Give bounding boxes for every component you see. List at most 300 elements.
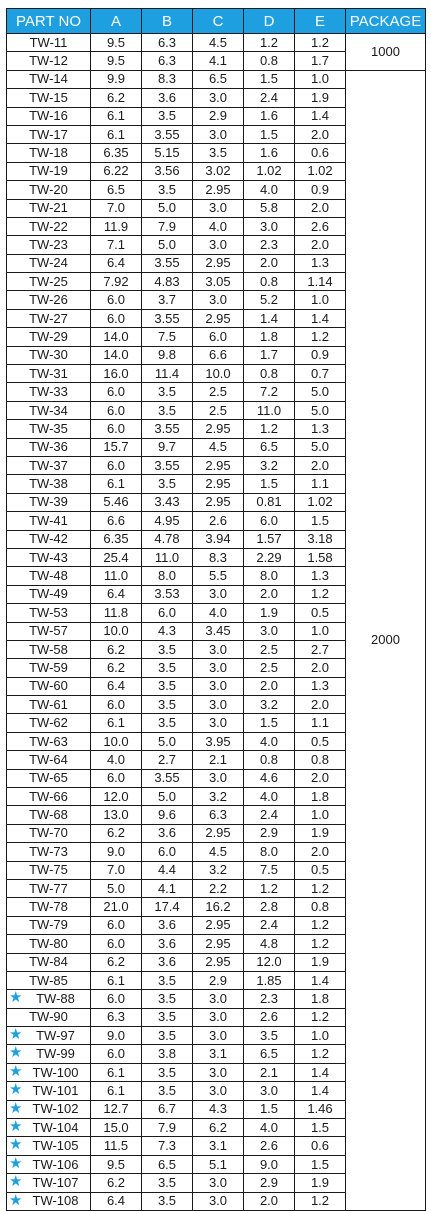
dim-b-cell: 5.0	[142, 236, 193, 254]
part-no-cell	[7, 107, 91, 125]
dim-a-cell: 11.0	[91, 567, 142, 585]
dim-d-cell: 3.2	[244, 696, 295, 714]
dim-c-cell: 2.5	[193, 383, 244, 401]
dim-d-cell: 1.2	[244, 879, 295, 897]
dim-a-cell: 9.5	[91, 1155, 142, 1173]
dim-b-cell: 3.6	[142, 935, 193, 953]
dim-a-cell: 6.0	[91, 990, 142, 1008]
part-no-cell	[7, 52, 91, 70]
dim-a-cell: 15.0	[91, 1119, 142, 1137]
part-no-label: TW-85	[29, 972, 68, 988]
dim-d-cell: 2.0	[244, 1192, 295, 1210]
part-no-cell	[7, 604, 91, 622]
part-no-cell	[7, 640, 91, 658]
part-no-cell	[7, 861, 91, 879]
part-no-label: TW-49	[29, 586, 68, 602]
dim-e-cell: 0.8	[295, 751, 346, 769]
part-no-label: TW-23	[29, 236, 68, 252]
part-no-label: TW-99	[36, 1046, 75, 1062]
dim-c-cell: 2.95	[193, 254, 244, 272]
dim-a-cell: 14.0	[91, 328, 142, 346]
dim-b-cell: 3.55	[142, 125, 193, 143]
dim-d-cell: 3.5	[244, 1027, 295, 1045]
dim-e-cell: 1.2	[295, 585, 346, 603]
dim-e-cell: 0.6	[295, 144, 346, 162]
star-icon: ★	[9, 1192, 23, 1209]
dim-b-cell: 8.3	[142, 70, 193, 88]
dim-b-cell: 3.5	[142, 714, 193, 732]
dim-c-cell: 3.95	[193, 732, 244, 750]
dim-a-cell: 4.0	[91, 751, 142, 769]
part-no-cell	[7, 1045, 91, 1063]
header-c: C	[193, 9, 244, 34]
dim-e-cell: 1.4	[295, 309, 346, 327]
part-no-cell	[7, 475, 91, 493]
dim-a-cell: 6.35	[91, 530, 142, 548]
part-no-label: TW-77	[29, 880, 68, 896]
dim-a-cell: 9.5	[91, 52, 142, 70]
part-no-cell	[7, 1192, 91, 1210]
dim-c-cell: 2.1	[193, 751, 244, 769]
part-no-label: TW-106	[32, 1156, 79, 1172]
dim-a-cell: 9.5	[91, 34, 142, 52]
dim-b-cell: 3.5	[142, 1174, 193, 1192]
dim-e-cell: 1.46	[295, 1100, 346, 1118]
dim-e-cell: 2.0	[295, 696, 346, 714]
header-part-no: PART NO	[7, 9, 91, 34]
dim-b-cell: 11.4	[142, 365, 193, 383]
part-no-cell	[7, 824, 91, 842]
dim-a-cell: 15.7	[91, 438, 142, 456]
dim-e-cell: 5.0	[295, 401, 346, 419]
dim-c-cell: 2.9	[193, 107, 244, 125]
dim-d-cell: 12.0	[244, 953, 295, 971]
dim-b-cell: 7.9	[142, 1119, 193, 1137]
dim-d-cell: 1.6	[244, 107, 295, 125]
dim-d-cell: 3.0	[244, 622, 295, 640]
dim-a-cell: 6.1	[91, 125, 142, 143]
dim-d-cell: 2.5	[244, 659, 295, 677]
dim-a-cell: 6.1	[91, 1063, 142, 1081]
dim-d-cell: 3.0	[244, 217, 295, 235]
dim-a-cell: 9.0	[91, 1027, 142, 1045]
dim-c-cell: 2.95	[193, 953, 244, 971]
table-row	[7, 70, 426, 88]
part-no-label: TW-58	[29, 641, 68, 657]
dim-e-cell: 0.5	[295, 861, 346, 879]
dim-e-cell: 1.0	[295, 806, 346, 824]
part-no-label: TW-36	[29, 439, 68, 455]
star-icon: ★	[9, 1026, 23, 1044]
dim-b-cell: 3.5	[142, 1192, 193, 1210]
dim-d-cell: 9.0	[244, 1155, 295, 1173]
part-no-cell	[7, 456, 91, 474]
dim-c-cell: 3.0	[193, 990, 244, 1008]
dim-c-cell: 4.3	[193, 1100, 244, 1118]
part-no-label: TW-60	[29, 678, 68, 694]
dim-b-cell: 3.5	[142, 401, 193, 419]
part-no-cell	[7, 162, 91, 180]
dim-b-cell: 3.6	[142, 916, 193, 934]
part-no-label: TW-30	[29, 347, 68, 363]
dim-c-cell: 3.0	[193, 659, 244, 677]
part-no-cell	[7, 236, 91, 254]
dim-d-cell: 4.6	[244, 769, 295, 787]
dim-e-cell: 2.0	[295, 125, 346, 143]
dim-d-cell: 1.9	[244, 604, 295, 622]
dim-d-cell: 6.5	[244, 438, 295, 456]
part-no-cell	[7, 548, 91, 566]
dim-c-cell: 6.2	[193, 1119, 244, 1137]
dim-e-cell: 1.1	[295, 475, 346, 493]
dim-d-cell: 3.0	[244, 1082, 295, 1100]
dim-e-cell: 1.2	[295, 879, 346, 897]
star-icon: ★	[9, 1081, 23, 1099]
dim-d-cell: 1.2	[244, 420, 295, 438]
dim-e-cell: 1.7	[295, 52, 346, 70]
part-no-label: TW-79	[29, 917, 68, 933]
dim-a-cell: 6.0	[91, 696, 142, 714]
part-no-label: TW-97	[36, 1027, 75, 1043]
part-no-label: TW-37	[29, 457, 68, 473]
dim-a-cell: 6.0	[91, 1045, 142, 1063]
part-no-label: TW-24	[29, 255, 68, 271]
part-no-cell	[7, 1100, 91, 1118]
part-no-label: TW-11	[29, 34, 68, 50]
dim-d-cell: 2.6	[244, 1137, 295, 1155]
part-no-cell	[7, 181, 91, 199]
part-no-cell	[7, 953, 91, 971]
dim-c-cell: 3.0	[193, 1192, 244, 1210]
part-no-cell	[7, 788, 91, 806]
dim-a-cell: 11.8	[91, 604, 142, 622]
part-no-cell	[7, 659, 91, 677]
dim-c-cell: 10.0	[193, 365, 244, 383]
dim-a-cell: 6.5	[91, 181, 142, 199]
dim-e-cell: 0.7	[295, 365, 346, 383]
dim-b-cell: 4.83	[142, 273, 193, 291]
dim-a-cell: 7.92	[91, 273, 142, 291]
part-no-cell	[7, 1063, 91, 1081]
dim-c-cell: 2.95	[193, 824, 244, 842]
dim-d-cell: 1.5	[244, 475, 295, 493]
dim-e-cell: 1.9	[295, 1174, 346, 1192]
dim-d-cell: 1.57	[244, 530, 295, 548]
header-e: E	[295, 9, 346, 34]
dim-b-cell: 6.0	[142, 843, 193, 861]
dim-c-cell: 3.0	[193, 640, 244, 658]
dim-b-cell: 3.6	[142, 824, 193, 842]
dim-d-cell: 1.8	[244, 328, 295, 346]
dim-c-cell: 3.0	[193, 696, 244, 714]
dim-b-cell: 3.5	[142, 1082, 193, 1100]
dim-d-cell: 2.9	[244, 824, 295, 842]
dim-d-cell: 2.0	[244, 677, 295, 695]
dim-d-cell: 1.5	[244, 1100, 295, 1118]
part-no-label: TW-48	[29, 568, 68, 584]
dim-c-cell: 3.0	[193, 585, 244, 603]
dim-a-cell: 6.0	[91, 291, 142, 309]
dim-c-cell: 3.45	[193, 622, 244, 640]
dim-a-cell: 7.1	[91, 236, 142, 254]
part-no-label: TW-20	[29, 181, 68, 197]
part-no-label: TW-21	[29, 200, 68, 216]
dim-c-cell: 2.95	[193, 181, 244, 199]
part-no-label: TW-53	[29, 604, 68, 620]
dim-d-cell: 1.5	[244, 70, 295, 88]
part-no-cell	[7, 34, 91, 52]
dim-d-cell: 2.4	[244, 89, 295, 107]
dim-d-cell: 6.0	[244, 512, 295, 530]
dim-e-cell: 1.2	[295, 1008, 346, 1026]
part-no-label: TW-84	[29, 954, 68, 970]
dim-d-cell: 2.3	[244, 236, 295, 254]
dim-b-cell: 3.5	[142, 1063, 193, 1081]
dim-d-cell: 2.3	[244, 990, 295, 1008]
dim-e-cell: 0.8	[295, 898, 346, 916]
dim-a-cell: 6.0	[91, 456, 142, 474]
dim-b-cell: 3.5	[142, 696, 193, 714]
dim-b-cell: 2.7	[142, 751, 193, 769]
star-icon: ★	[9, 1063, 23, 1080]
dim-a-cell: 6.6	[91, 512, 142, 530]
dim-b-cell: 9.8	[142, 346, 193, 364]
dim-d-cell: 5.2	[244, 291, 295, 309]
dim-d-cell: 2.8	[244, 898, 295, 916]
dim-e-cell: 2.6	[295, 217, 346, 235]
dim-e-cell: 1.2	[295, 935, 346, 953]
dim-a-cell: 6.0	[91, 935, 142, 953]
dim-e-cell: 2.0	[295, 236, 346, 254]
part-no-label: TW-78	[29, 899, 68, 915]
dim-e-cell: 0.5	[295, 604, 346, 622]
dim-b-cell: 3.56	[142, 162, 193, 180]
dim-c-cell: 3.0	[193, 1174, 244, 1192]
part-no-label: TW-57	[29, 623, 68, 639]
dim-a-cell: 6.1	[91, 107, 142, 125]
part-no-label: TW-62	[29, 715, 68, 731]
dim-d-cell: 2.9	[244, 1174, 295, 1192]
part-no-label: TW-105	[32, 1138, 79, 1154]
dim-b-cell: 9.6	[142, 806, 193, 824]
dim-b-cell: 3.5	[142, 640, 193, 658]
dim-a-cell: 16.0	[91, 365, 142, 383]
part-no-cell	[7, 89, 91, 107]
dim-b-cell: 3.55	[142, 456, 193, 474]
dim-c-cell: 16.2	[193, 898, 244, 916]
dim-c-cell: 5.1	[193, 1155, 244, 1173]
dim-c-cell: 3.94	[193, 530, 244, 548]
dim-b-cell: 17.4	[142, 898, 193, 916]
part-no-cell	[7, 273, 91, 291]
dim-d-cell: 1.4	[244, 309, 295, 327]
part-no-cell	[7, 365, 91, 383]
dim-a-cell: 14.0	[91, 346, 142, 364]
dim-d-cell: 2.4	[244, 916, 295, 934]
part-no-cell	[7, 254, 91, 272]
part-no-label: TW-38	[29, 476, 68, 492]
part-no-cell	[7, 971, 91, 989]
dim-e-cell: 1.8	[295, 788, 346, 806]
dim-a-cell: 6.22	[91, 162, 142, 180]
dim-b-cell: 6.5	[142, 1155, 193, 1173]
dim-c-cell: 2.9	[193, 971, 244, 989]
dim-e-cell: 1.3	[295, 420, 346, 438]
dim-e-cell: 1.4	[295, 1082, 346, 1100]
dim-d-cell: 1.5	[244, 125, 295, 143]
part-no-cell	[7, 1119, 91, 1137]
dim-c-cell: 3.1	[193, 1137, 244, 1155]
dim-e-cell: 1.0	[295, 291, 346, 309]
dim-a-cell: 6.2	[91, 659, 142, 677]
part-no-label: TW-101	[32, 1082, 79, 1098]
part-no-label: TW-15	[29, 89, 68, 105]
dim-c-cell: 4.5	[193, 438, 244, 456]
dim-b-cell: 3.5	[142, 1008, 193, 1026]
dim-d-cell: 1.85	[244, 971, 295, 989]
dim-e-cell: 0.9	[295, 346, 346, 364]
part-no-label: TW-73	[29, 843, 68, 859]
dim-d-cell: 6.5	[244, 1045, 295, 1063]
dim-e-cell: 2.0	[295, 769, 346, 787]
part-no-label: TW-65	[29, 770, 68, 786]
dim-d-cell: 4.0	[244, 181, 295, 199]
dim-a-cell: 10.0	[91, 622, 142, 640]
part-no-label: TW-41	[29, 512, 68, 528]
dim-b-cell: 7.9	[142, 217, 193, 235]
dim-a-cell: 25.4	[91, 548, 142, 566]
dim-d-cell: 2.4	[244, 806, 295, 824]
dim-c-cell: 2.95	[193, 309, 244, 327]
dim-b-cell: 4.95	[142, 512, 193, 530]
dim-d-cell: 1.02	[244, 162, 295, 180]
dim-b-cell: 3.7	[142, 291, 193, 309]
dim-b-cell: 8.0	[142, 567, 193, 585]
part-no-label: TW-18	[29, 145, 68, 161]
dim-b-cell: 3.55	[142, 254, 193, 272]
part-no-cell	[7, 328, 91, 346]
part-no-cell	[7, 383, 91, 401]
star-icon: ★	[9, 1173, 23, 1191]
dim-a-cell: 12.7	[91, 1100, 142, 1118]
dim-d-cell: 0.81	[244, 493, 295, 511]
dim-a-cell: 7.0	[91, 199, 142, 217]
dim-d-cell: 7.5	[244, 861, 295, 879]
dim-e-cell: 5.0	[295, 383, 346, 401]
package-cell: 2000	[346, 70, 426, 1210]
part-no-label: TW-16	[29, 108, 68, 124]
dim-e-cell: 3.18	[295, 530, 346, 548]
part-no-cell	[7, 567, 91, 585]
dim-e-cell: 0.9	[295, 181, 346, 199]
part-no-label: TW-59	[29, 659, 68, 675]
dim-a-cell: 6.35	[91, 144, 142, 162]
dim-c-cell: 3.0	[193, 769, 244, 787]
dim-e-cell: 1.1	[295, 714, 346, 732]
dim-c-cell: 3.0	[193, 714, 244, 732]
dim-b-cell: 3.5	[142, 677, 193, 695]
part-no-cell	[7, 1137, 91, 1155]
part-no-label: TW-88	[36, 991, 75, 1006]
dim-a-cell: 6.0	[91, 309, 142, 327]
part-no-label: TW-108	[32, 1193, 79, 1209]
dim-c-cell: 6.5	[193, 70, 244, 88]
dim-e-cell: 1.0	[295, 622, 346, 640]
dim-c-cell: 2.5	[193, 401, 244, 419]
part-no-label: TW-43	[29, 549, 68, 565]
part-no-cell	[7, 199, 91, 217]
part-no-cell	[7, 843, 91, 861]
part-no-cell	[7, 512, 91, 530]
dim-e-cell: 1.3	[295, 254, 346, 272]
dim-c-cell: 3.5	[193, 144, 244, 162]
dim-a-cell: 6.0	[91, 383, 142, 401]
dim-e-cell: 1.02	[295, 493, 346, 511]
part-no-cell	[7, 898, 91, 916]
dim-a-cell: 6.1	[91, 475, 142, 493]
dim-c-cell: 4.5	[193, 843, 244, 861]
dim-a-cell: 6.2	[91, 824, 142, 842]
part-no-label: TW-107	[32, 1174, 79, 1190]
dim-a-cell: 5.0	[91, 879, 142, 897]
dim-c-cell: 4.0	[193, 217, 244, 235]
part-no-label: TW-17	[29, 126, 68, 142]
dim-d-cell: 2.6	[244, 1008, 295, 1026]
dim-d-cell: 0.8	[244, 751, 295, 769]
dim-d-cell: 2.0	[244, 254, 295, 272]
dim-a-cell: 6.4	[91, 585, 142, 603]
star-icon: ★	[9, 989, 23, 1007]
dim-c-cell: 4.1	[193, 52, 244, 70]
part-no-label: TW-66	[29, 788, 68, 804]
table-row	[7, 34, 426, 52]
dim-c-cell: 3.0	[193, 1008, 244, 1026]
dim-b-cell: 3.8	[142, 1045, 193, 1063]
dim-d-cell: 8.0	[244, 843, 295, 861]
dim-e-cell: 2.0	[295, 659, 346, 677]
dim-b-cell: 3.5	[142, 990, 193, 1008]
dim-b-cell: 3.6	[142, 953, 193, 971]
part-no-cell	[7, 714, 91, 732]
part-no-cell	[7, 438, 91, 456]
dim-a-cell: 6.2	[91, 640, 142, 658]
part-no-cell	[7, 879, 91, 897]
dim-d-cell: 1.7	[244, 346, 295, 364]
dim-e-cell: 1.2	[295, 1045, 346, 1063]
dim-b-cell: 7.3	[142, 1137, 193, 1155]
dim-e-cell: 1.2	[295, 328, 346, 346]
dim-d-cell: 2.5	[244, 640, 295, 658]
part-no-label: TW-27	[29, 310, 68, 326]
header-a: A	[91, 9, 142, 34]
star-icon: ★	[9, 1155, 23, 1172]
header-d: D	[244, 9, 295, 34]
part-no-cell	[7, 309, 91, 327]
dim-e-cell: 2.7	[295, 640, 346, 658]
dim-b-cell: 3.6	[142, 89, 193, 107]
dim-b-cell: 7.5	[142, 328, 193, 346]
dim-c-cell: 3.1	[193, 1045, 244, 1063]
dim-b-cell: 3.43	[142, 493, 193, 511]
dim-b-cell: 9.7	[142, 438, 193, 456]
dim-c-cell: 3.0	[193, 1063, 244, 1081]
dim-d-cell: 2.29	[244, 548, 295, 566]
part-no-label: TW-31	[29, 365, 68, 381]
dim-e-cell: 1.0	[295, 70, 346, 88]
part-no-label: TW-34	[29, 402, 68, 418]
part-no-cell	[7, 530, 91, 548]
dim-b-cell: 3.53	[142, 585, 193, 603]
